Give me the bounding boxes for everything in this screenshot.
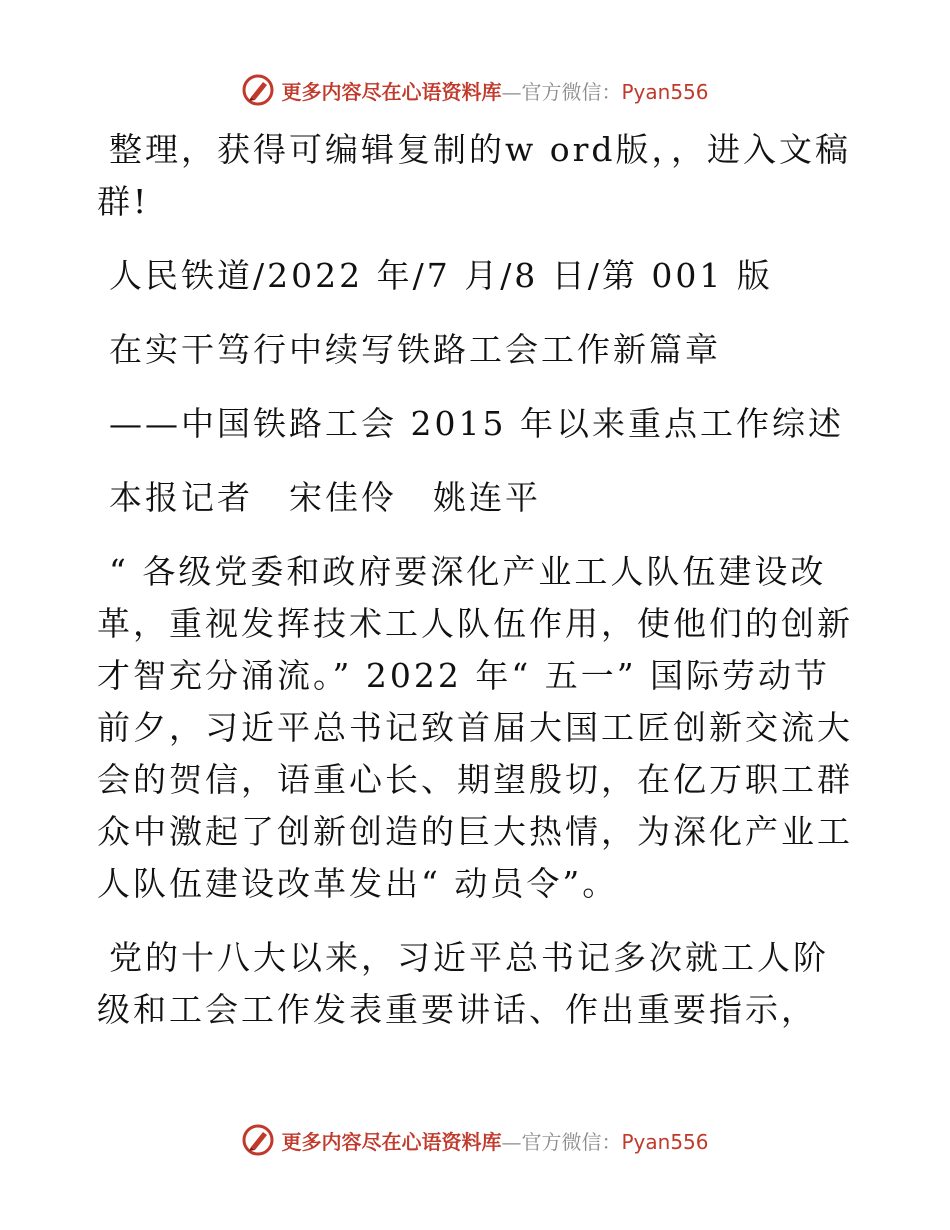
watermark-main-text: 更多内容尽在心语资料库 [281, 1129, 502, 1154]
watermark-main-text: 更多内容尽在心语资料库 [281, 79, 502, 104]
watermark-wechat-label: 官方微信： [521, 79, 622, 104]
watermark-inner [241, 73, 708, 107]
watermark-text [281, 1126, 708, 1155]
watermark-inner [241, 1123, 708, 1157]
watermark-separator: — [501, 79, 522, 104]
article-title: 在实干笃行中续写铁路工会工作新篇章 [109, 330, 721, 369]
watermark-text [281, 76, 708, 105]
body-paragraph: 党的十八大以来，习近平总书记多次就工人阶级和工会工作发表重要讲话、作出重要指示， [97, 938, 829, 1029]
pen-logo-icon [241, 73, 275, 107]
watermark-separator: — [501, 1129, 522, 1154]
intro-paragraph: 整理，获得可编辑复制的w ord版，，进入文稿群! [97, 130, 852, 221]
header-watermark [0, 70, 950, 110]
footer-watermark [0, 1120, 950, 1160]
pen-logo-icon [241, 1123, 275, 1157]
watermark-wechat-id: Pyan556 [621, 79, 709, 104]
document-body [97, 124, 857, 1058]
byline: 本报记者 宋佳伶 姚连平 [109, 478, 541, 517]
watermark-wechat-label: 官方微信： [521, 1129, 622, 1154]
publication-line: 人民铁道/2022 年/7 月/8 日/第 001 版 [109, 256, 773, 295]
article-subtitle: ——中国铁路工会 2015 年以来重点工作综述 [109, 404, 844, 443]
watermark-wechat-id: Pyan556 [621, 1129, 709, 1154]
body-paragraph: “ 各级党委和政府要深化产业工人队伍建设改革，重视发挥技术工人队伍作用，使他们的创新才智充分涌流。” 2022 年“ 五一” 国际劳动节前夕，习近平总书记致首届大国工匠创新交流大会的贺信，语重心长、期望殷切，在亿万职工群众中激起了创新创造的巨大热情，为深化产业工人队伍建设改革发出“ 动员令”。 [97, 552, 853, 903]
